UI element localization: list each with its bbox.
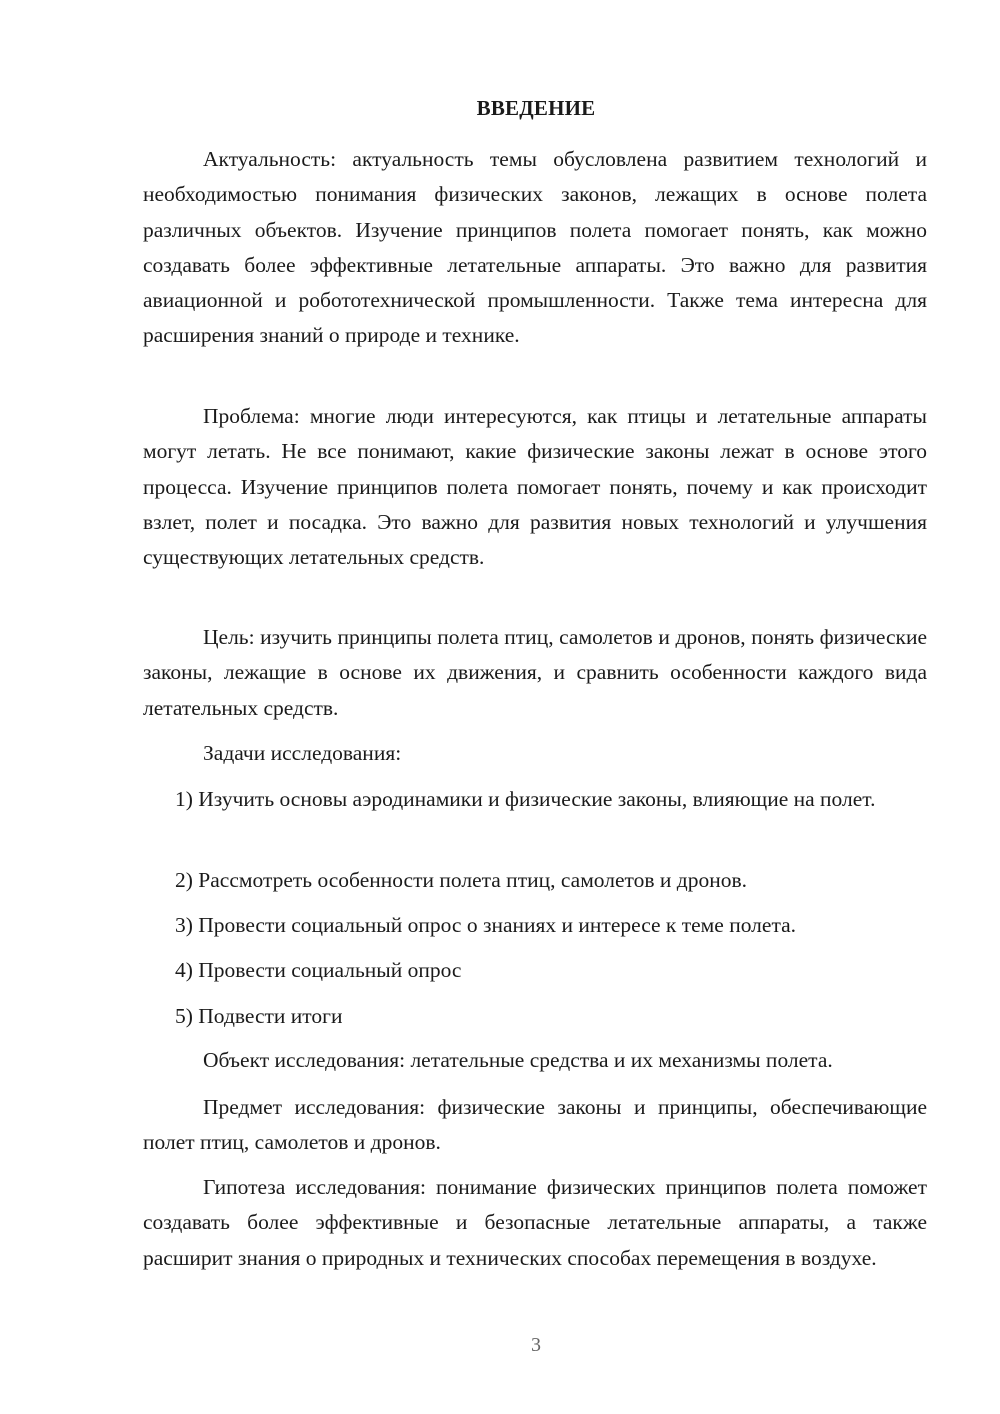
- task-item-2: 2) Рассмотреть особенности полета птиц, самолетов и дронов.: [175, 868, 748, 892]
- goal-paragraph: Цель: изучить принципы полета птиц, самолетов и дронов, понять физические законы, лежащие в основе их движения, и сравнить особенности каждого вида летательных средств.: [143, 625, 927, 720]
- object-paragraph: Объект исследования: летательные средства и их механизмы полета.: [203, 1048, 833, 1072]
- task-item-3: 3) Провести социальный опрос о знаниях и интересе к теме полета.: [175, 913, 797, 937]
- task-item-1: 1) Изучить основы аэродинамики и физические законы, влияющие на полет.: [175, 787, 876, 811]
- problem-paragraph: Проблема: многие люди интересуются, как птицы и летательные аппараты могут летать. Не все понимают, какие физические законы лежат в основе этого процесса. Изучение принципов полета помогает понять, почему и как происходит взлет, полет и посадка. Это важно для развития новых технологий и улучшения существующих летательных средств.: [143, 404, 927, 570]
- page-title: ВВЕДЕНИЕ: [476, 96, 596, 120]
- page-number: 3: [531, 1334, 541, 1356]
- task-item-4: 4) Провести социальный опрос: [175, 958, 462, 982]
- hypothesis-paragraph: Гипотеза исследования: понимание физических принципов полета поможет создавать более эффективные и безопасные летательные аппараты, а также расширит знания о природных и технических способах перемещения в воздухе.: [143, 1175, 927, 1270]
- relevance-paragraph: Актуальность: актуальность темы обусловлена развитием технологий и необходимостью понимания физических законов, лежащих в основе полета различных объектов. Изучение принципов полета помогает понять, как можно создавать более эффективные летательные аппараты. Это важно для развития авиационной и робототехнической промышленности. Также тема интересна для расширения знаний о природе и технике.: [143, 147, 927, 348]
- task-item-5: 5) Подвести итоги: [175, 1004, 343, 1028]
- subject-paragraph: Предмет исследования: физические законы и принципы, обеспечивающие полет птиц, самолетов и дронов.: [143, 1095, 927, 1155]
- tasks-heading: Задачи исследования:: [203, 741, 402, 765]
